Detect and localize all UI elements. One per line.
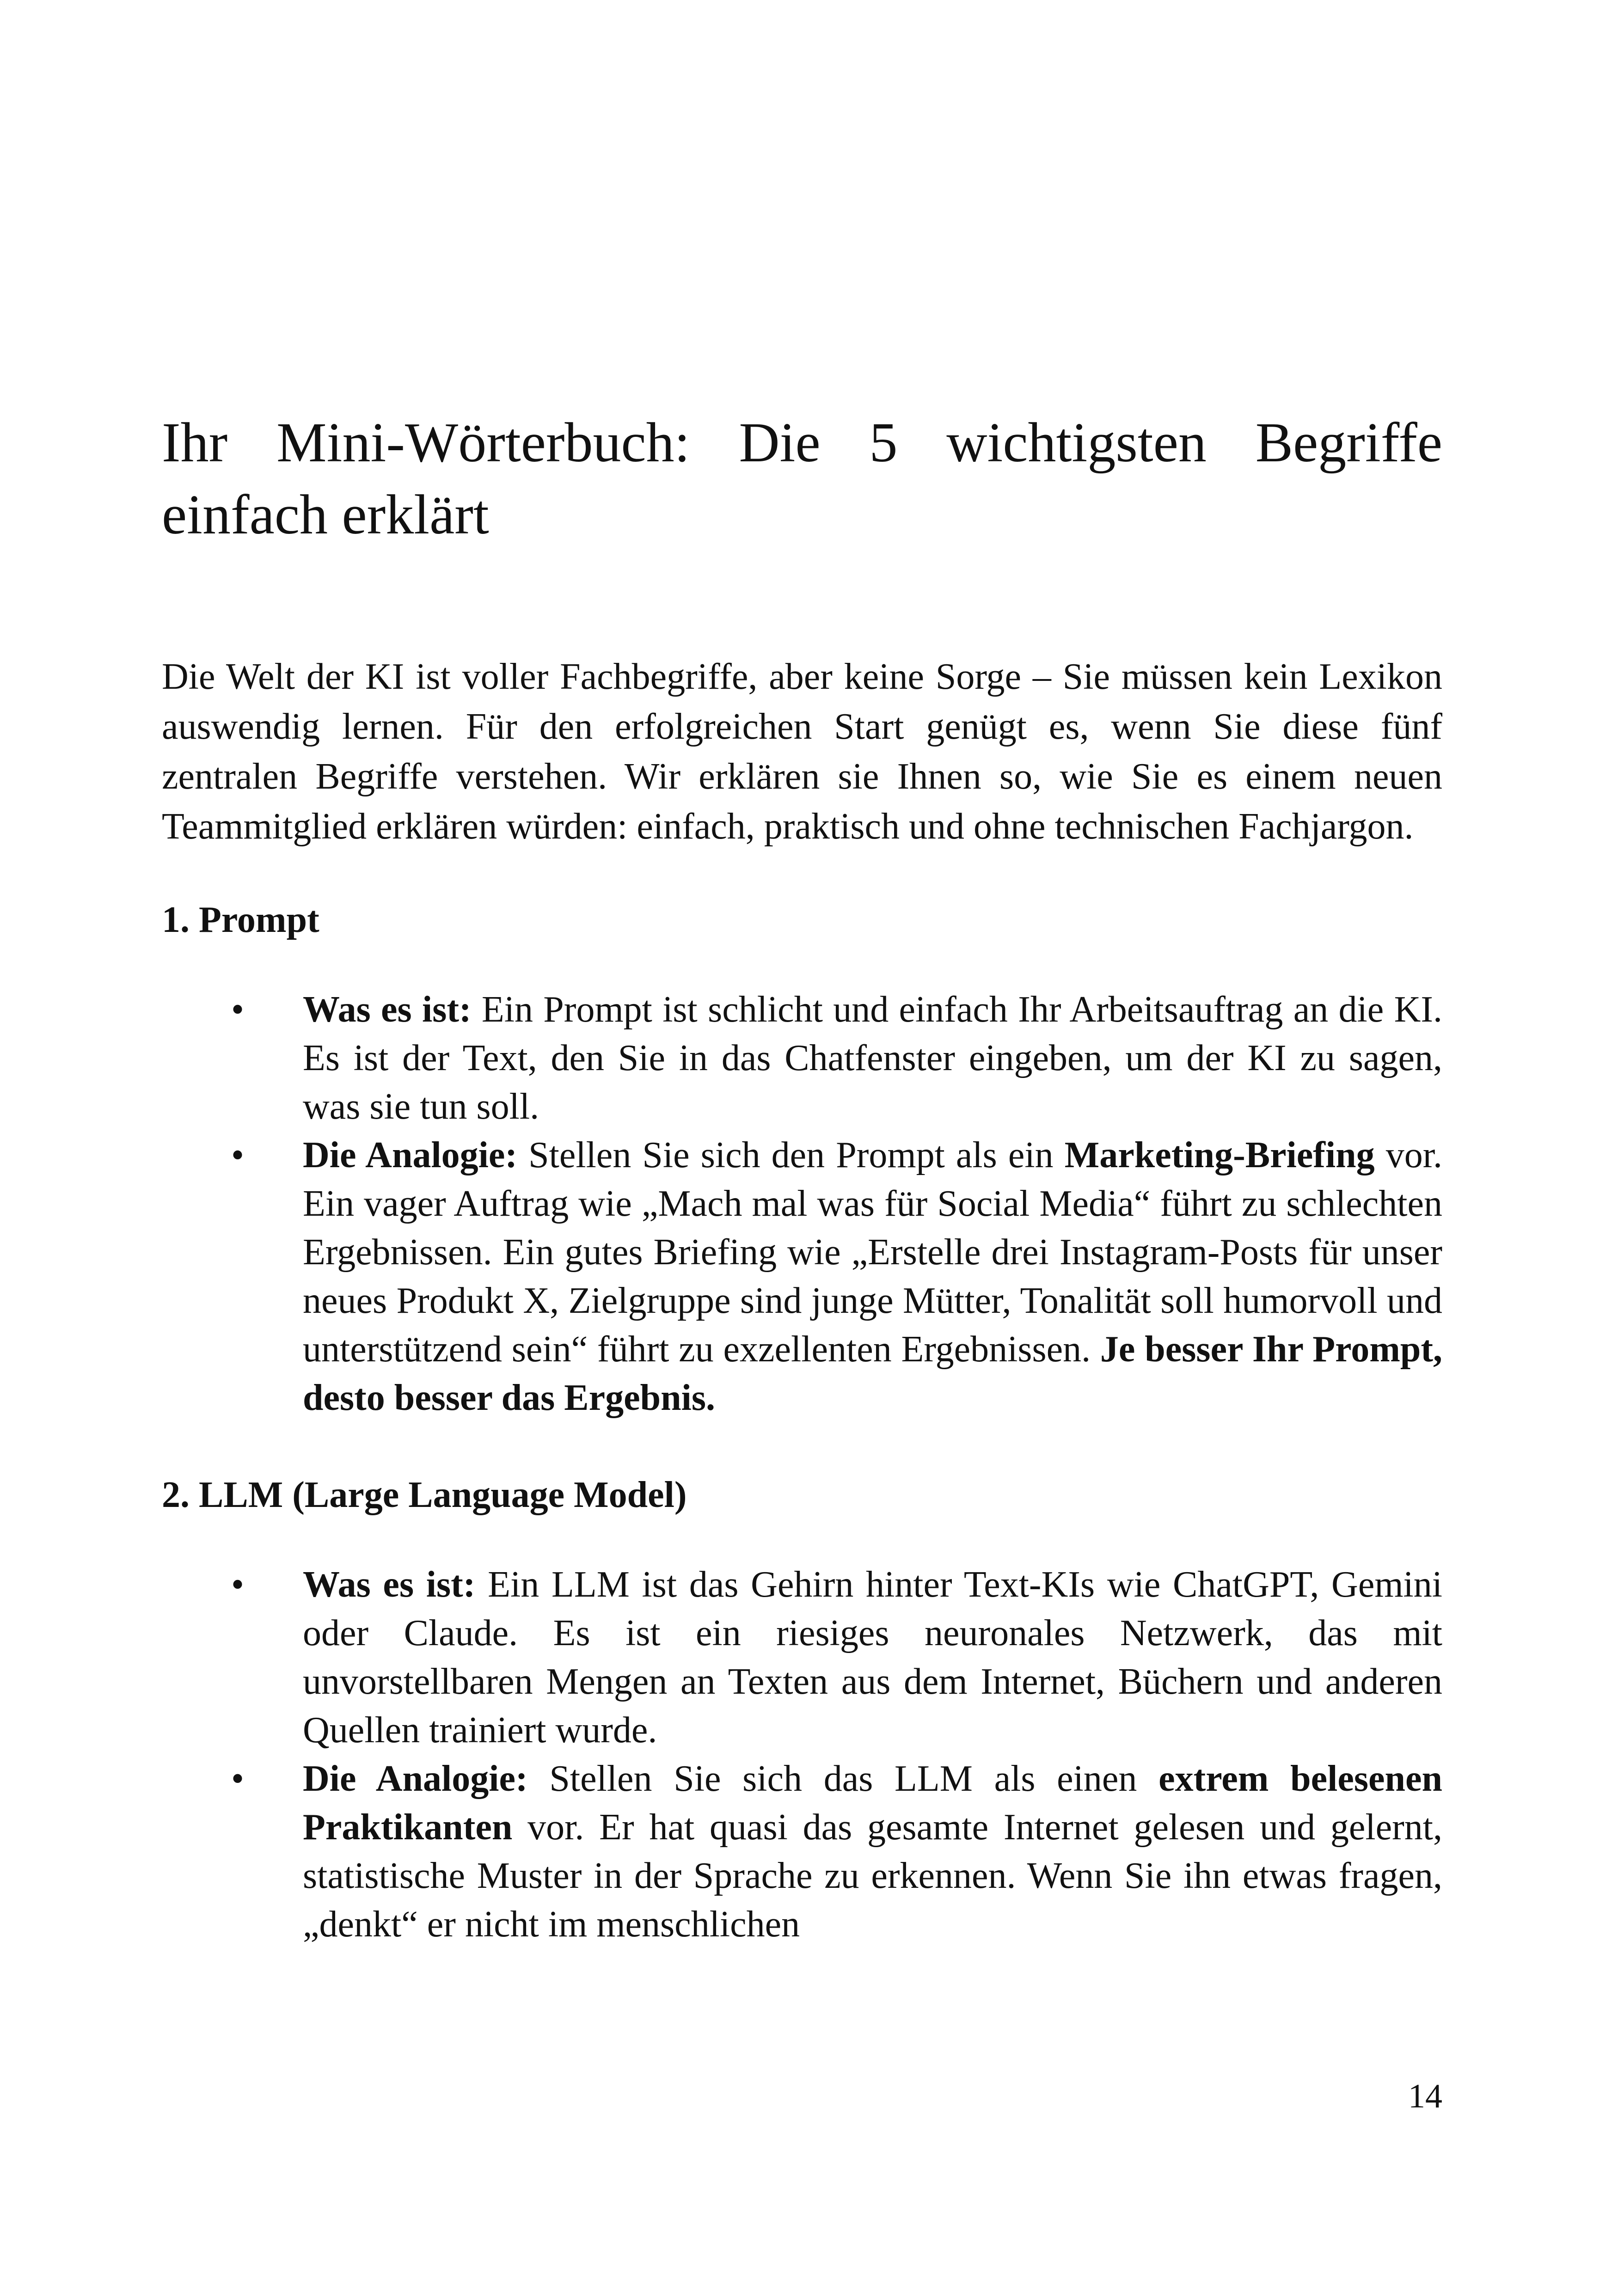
analogy-text: vor. Ein vager Auftrag wie „Mach mal was für Social Media“ führt zu schlechten Ergebnissen. Ein gutes Briefing wie „Erstelle drei Instagram-Posts für unser neues Produkt X, Zielgruppe sind junge Mütter, Tonalität soll humorvoll und unterstützend sein“ führt zu exzellenten Ergebnissen. xyxy=(303,1135,1442,1370)
bullet-icon: • xyxy=(231,1564,245,1605)
intro-paragraph: Die Welt der KI ist voller Fachbegriffe, aber keine Sorge – Sie müssen kein Lexikon auswendig lernen. Für den erfolgreichen Start genügt es, wenn Sie diese fünf zentralen Begriffe verstehen. Wir erklären sie Ihnen so, wie Sie es einem neuen Teammitglied erklären würden: einfach, praktisch und ohne technischen Fachjargon. xyxy=(162,656,1442,847)
analogy-emphasis: Marketing-Briefing xyxy=(1064,1135,1375,1176)
bullet-list-llm xyxy=(162,1561,1442,1949)
definition-text: Ein LLM ist das Gehirn hinter Text-KIs wie ChatGPT, Gemini oder Claude. Es ist ein riesiges neuronales Netzwerk, das mit unvorstellbaren Mengen an Texten aus dem Internet, Büchern und anderen Quellen trainiert wurde. xyxy=(303,1564,1443,1751)
section-heading-prompt: 1. Prompt xyxy=(162,900,319,940)
definition-text: Ein Prompt ist schlicht und einfach Ihr Arbeitsauftrag an die KI. Es ist der Text, den Sie in das Chatfenster eingeben, um der KI zu sagen, was sie tun soll. xyxy=(303,989,1442,1127)
analogy-label: Die Analogie: xyxy=(303,1758,528,1799)
analogy-text: Stellen Sie sich den Prompt als ein xyxy=(517,1135,1065,1176)
definition-label: Was es ist: xyxy=(303,989,472,1030)
list-item xyxy=(162,986,1442,1131)
definition-label: Was es ist: xyxy=(303,1564,476,1605)
analogy-emphasis: Je besser Ihr Prompt, desto besser das Ergebnis. xyxy=(303,1329,1443,1418)
section-heading-llm: 2. LLM (Large Language Model) xyxy=(162,1475,687,1515)
chapter-title-line-2: einfach erklärt xyxy=(162,484,489,546)
analogy-text: vor. Er hat quasi das gesamte Internet gelesen und gelernt, statistische Muster in der Sprache zu erkennen. Wenn Sie ihn etwas fragen, „denkt“ er nicht im menschlichen xyxy=(303,1807,1442,1945)
list-item xyxy=(162,1131,1442,1422)
bullet-icon: • xyxy=(231,989,245,1030)
bullet-icon: • xyxy=(231,1758,245,1799)
analogy-text: Stellen Sie sich das LLM als einen xyxy=(527,1758,1159,1799)
list-item xyxy=(162,1755,1442,1949)
analogy-label: Die Analogie: xyxy=(303,1135,518,1176)
page-content xyxy=(162,407,1442,1949)
page-number: 14 xyxy=(1408,2077,1442,2115)
chapter-title-line-1: Ihr Mini-Wörterbuch: Die 5 wichtigsten Begriffe xyxy=(162,411,1442,474)
analogy-emphasis: extrem belesenen Praktikanten xyxy=(303,1758,1442,1848)
bullet-list-prompt xyxy=(162,986,1442,1422)
bullet-icon: • xyxy=(231,1135,245,1176)
chapter-title xyxy=(162,407,1442,551)
list-item xyxy=(162,1561,1442,1755)
